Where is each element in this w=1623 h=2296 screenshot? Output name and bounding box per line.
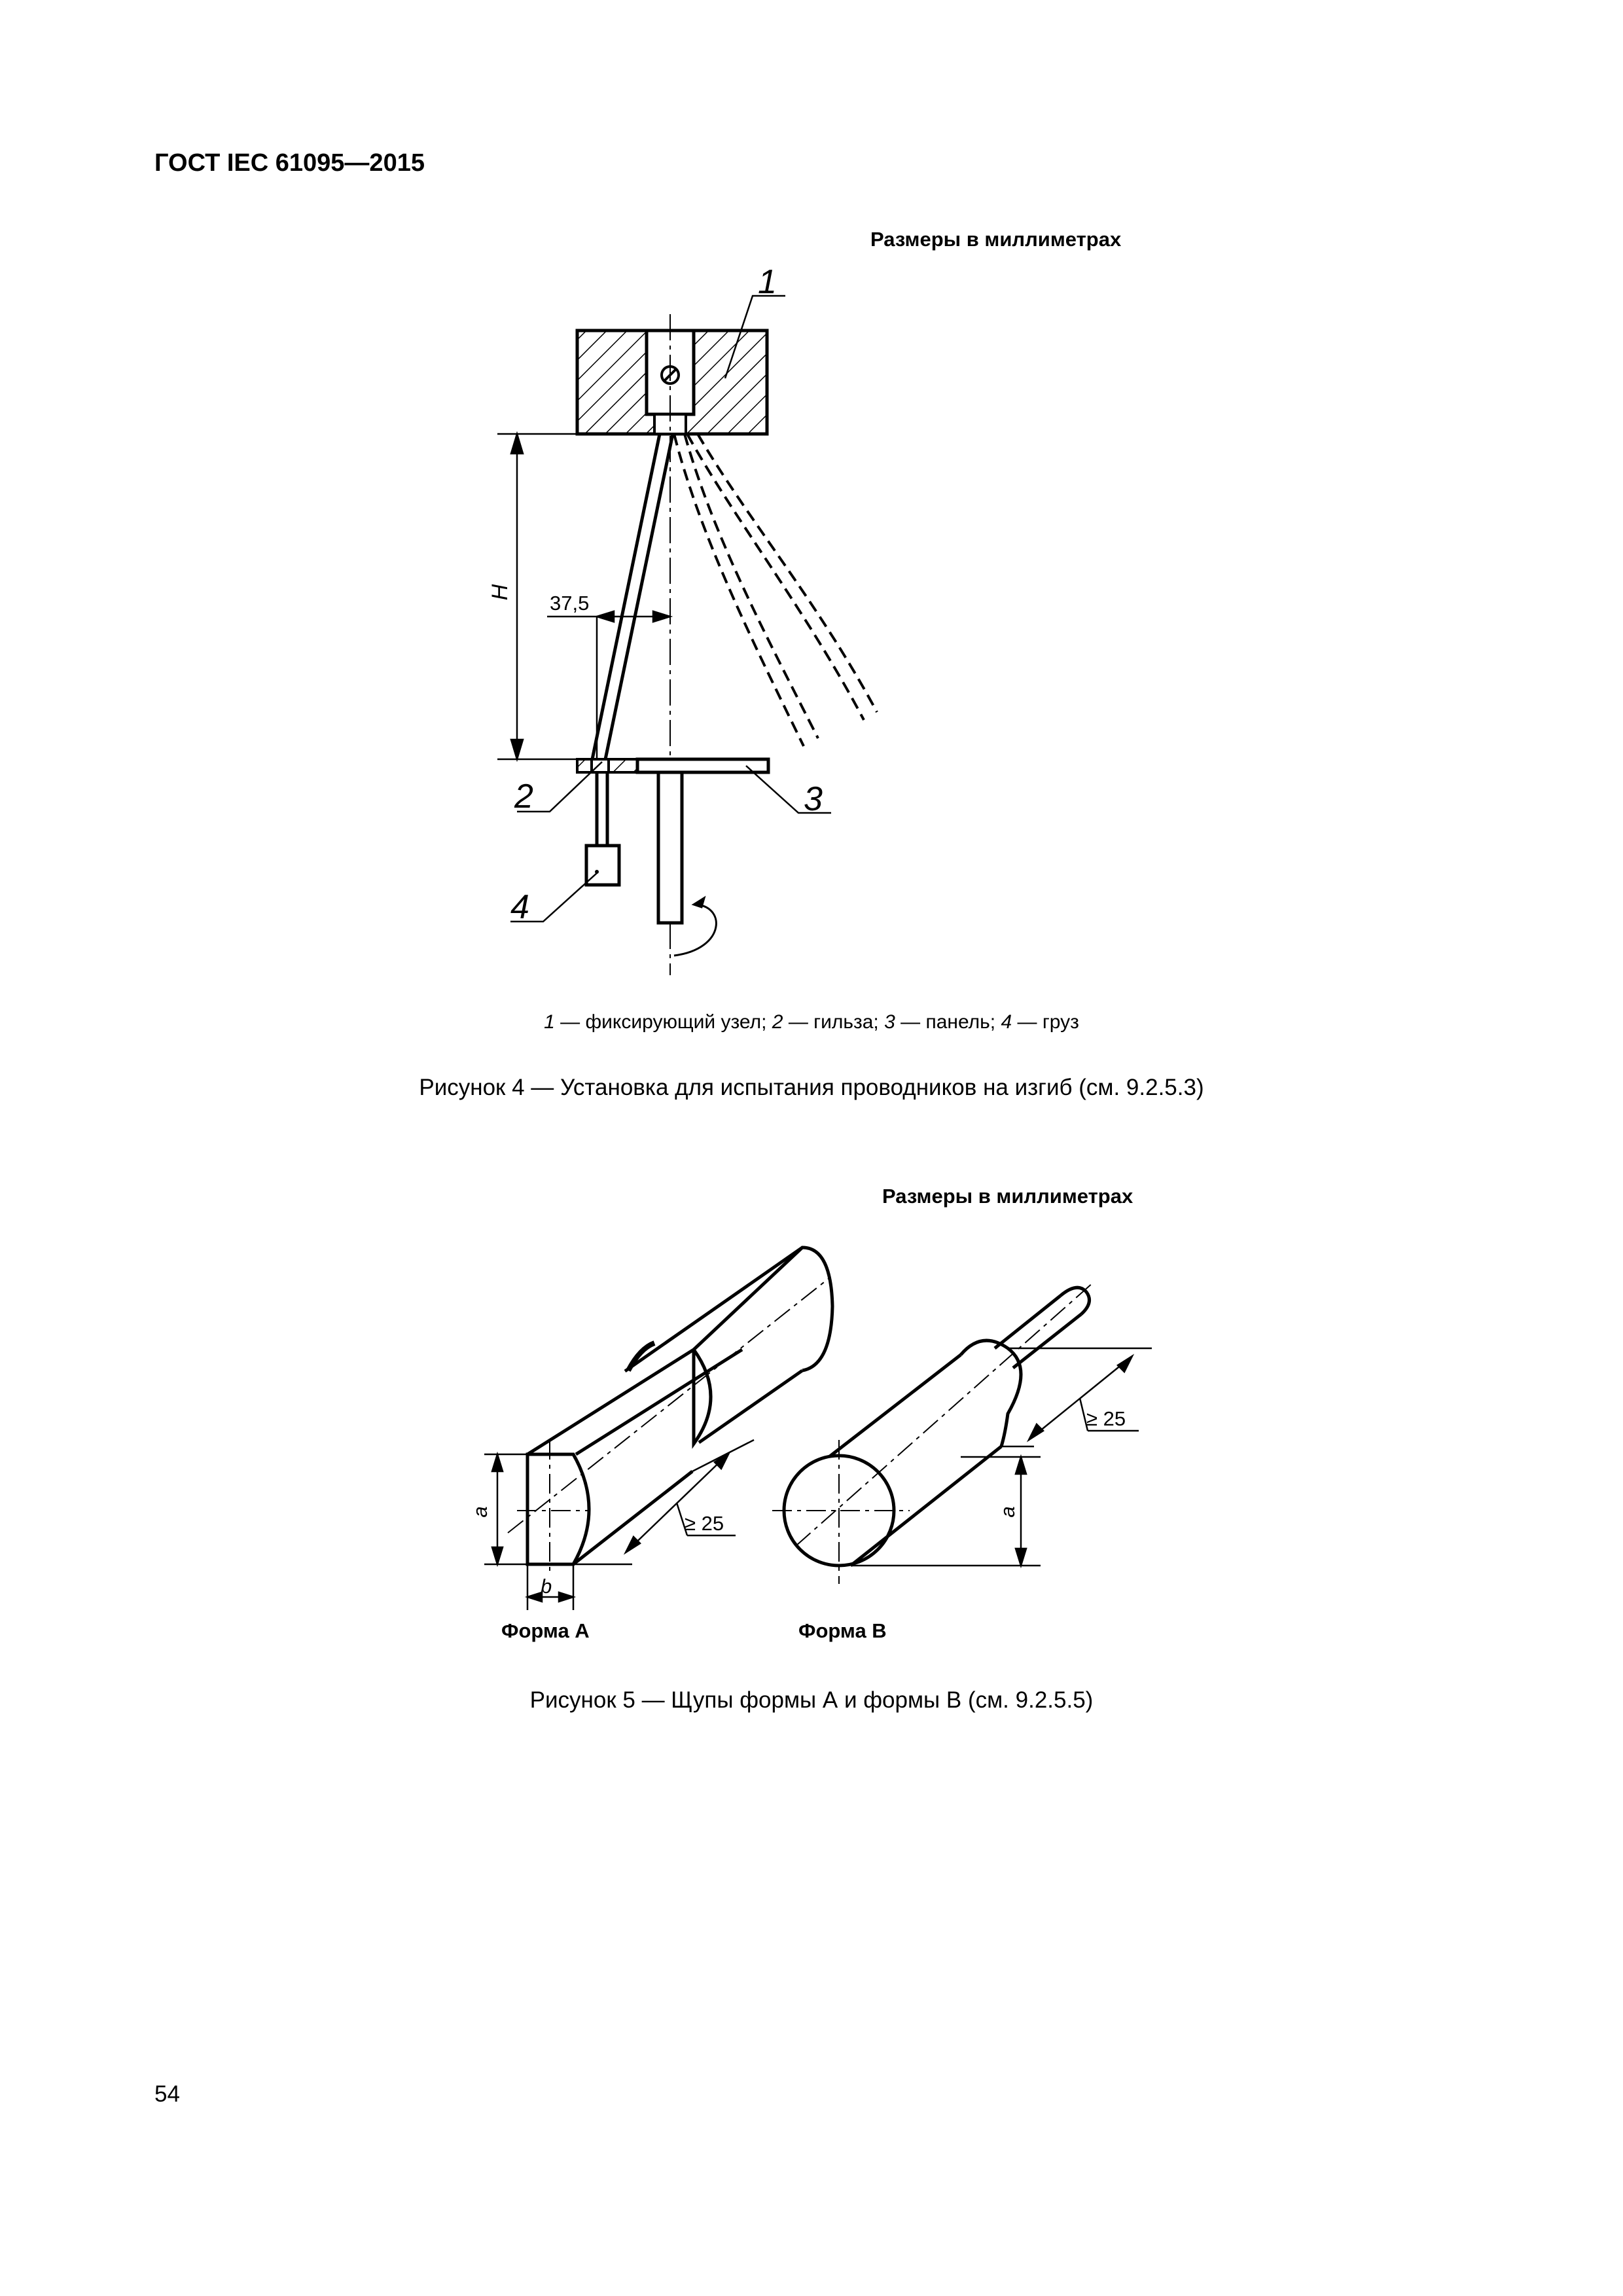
sleeve bbox=[577, 759, 637, 772]
callout-3: 3 bbox=[804, 780, 823, 818]
callout-1: 1 bbox=[758, 263, 777, 301]
form-a-dim-b: b bbox=[541, 1575, 552, 1598]
panel-shaft bbox=[658, 772, 682, 923]
form-b-dimensions bbox=[851, 1348, 1152, 1566]
fig4-legend: 1 — фиксирующий узел; 2 — гильза; 3 — панель; 4 — груз bbox=[544, 1011, 1079, 1033]
probe-form-b-axes bbox=[772, 1283, 1093, 1584]
figure-5-probes bbox=[0, 1211, 1623, 1669]
panel bbox=[637, 759, 768, 772]
callout-4: 4 bbox=[510, 888, 529, 926]
form-a-dim-length: ≥ 25 bbox=[685, 1512, 724, 1535]
dim-h-label: H bbox=[488, 584, 512, 601]
dim-offset-label: 37,5 bbox=[550, 592, 590, 615]
form-b-label: Форма В bbox=[798, 1619, 887, 1642]
fig5-dimensions-note: Размеры в миллиметрах bbox=[882, 1185, 1133, 1208]
callout-2: 2 bbox=[514, 778, 533, 816]
form-b-dim-a: a bbox=[996, 1506, 1019, 1518]
fig5-caption: Рисунок 5 — Щупы формы А и формы В (см. 9.2.5.5) bbox=[529, 1687, 1094, 1713]
conductor bbox=[592, 434, 673, 759]
form-a-dim-a: a bbox=[469, 1506, 491, 1518]
fixing-block bbox=[577, 331, 767, 434]
fig4-dimensions-note: Размеры в миллиметрах bbox=[870, 228, 1122, 251]
page-number: 54 bbox=[154, 2081, 180, 2107]
document-header: ГОСТ IEC 61095—2015 bbox=[154, 149, 425, 177]
figure-4-bending-test-rig bbox=[0, 0, 1623, 995]
probe-form-a bbox=[527, 1247, 832, 1564]
fig4-caption: Рисунок 4 — Установка для испытания проводников на изгиб (см. 9.2.5.3) bbox=[419, 1075, 1204, 1100]
probe-form-a-axes bbox=[508, 1278, 830, 1571]
form-a-label: Форма А bbox=[501, 1619, 590, 1642]
form-b-dim-length: ≥ 25 bbox=[1086, 1407, 1126, 1430]
conductor-bent-positions bbox=[674, 434, 877, 746]
